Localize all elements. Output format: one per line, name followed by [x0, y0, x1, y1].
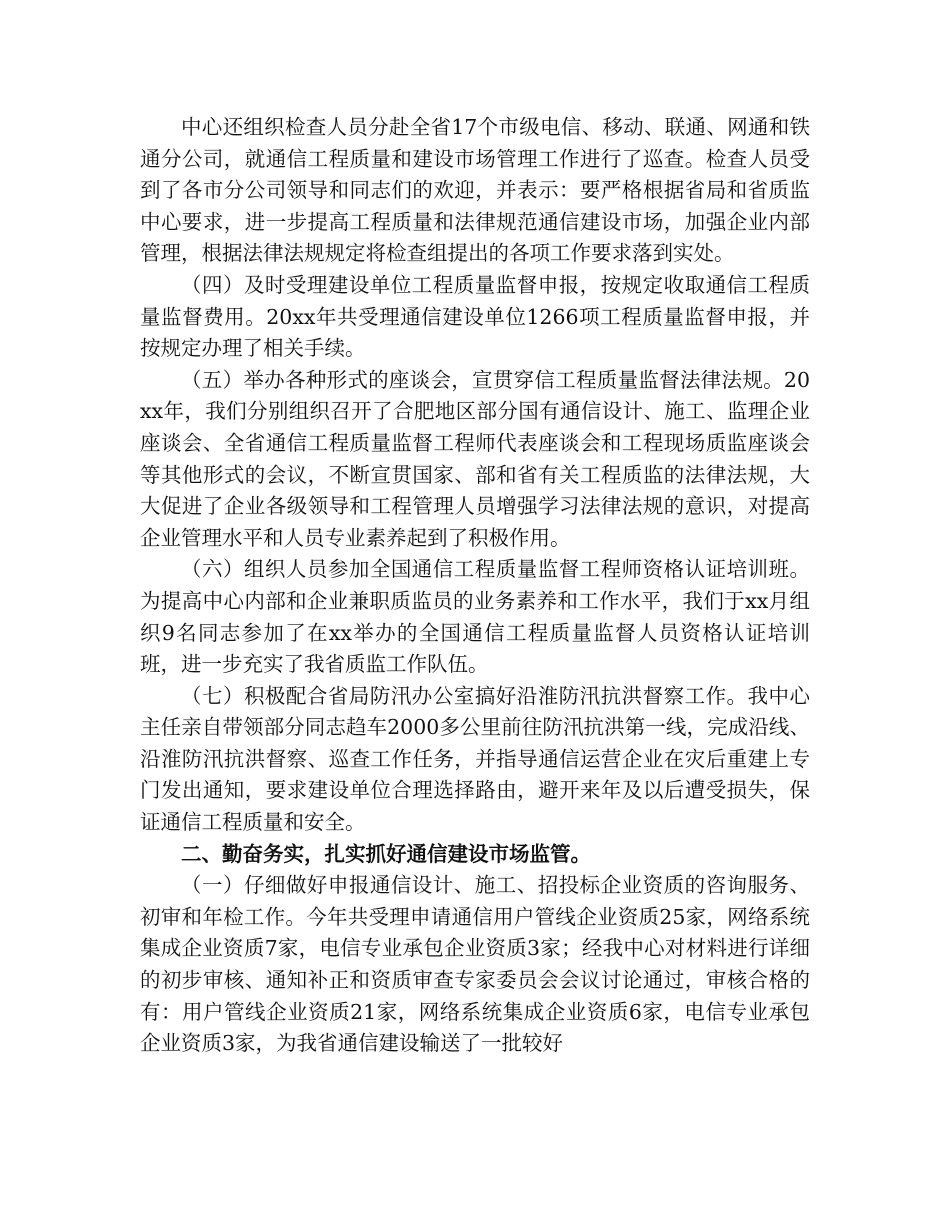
document-body	[140, 112, 810, 1060]
paragraph-item-seven: （七）积极配合省局防汛办公室搞好沿淮防汛抗洪督察工作。我中心主任亲自带领部分同志趋车2000多公里前往防汛抗洪第一线，完成沿线、沿淮防汛抗洪督察、巡查工作任务，并指导通信运营企业在灾后重建上专门发出通知，要求建设单位合理选择路由，避开来年及以后遭受损失，保证通信工程质量和安全。	[140, 683, 810, 835]
section-heading-two: 二、勤奋务实，扎实抓好通信建设市场监管。	[181, 841, 591, 866]
paragraph-inspection-tour: 中心还组织检查人员分赴全省17个市级电信、移动、联通、网通和铁通分公司，就通信工程质量和建设市场管理工作进行了巡查。检查人员受到了各市分公司领导和同志们的欢迎，并表示：要严格根据省局和省质监中心要求，进一步提高工程质量和法律规范通信建设市场，加强企业内部管理，根据法律法规规定将检查组提出的各项工作要求落到实处。	[140, 115, 810, 266]
paragraph-section-two-item-one: （一）仔细做好申报通信设计、施工、招投标企业资质的咨询服务、初审和年检工作。今年共受理申请通信用户管线企业资质25家，网络系统集成企业资质7家，电信专业承包企业资质3家；经我中心对材料进行详细的初步审核、通知补正和资质审查专家委员会会议讨论通过，审核合格的有：用户管线企业资质21家，网络系统集成企业资质6家，电信专业承包企业资质3家，为我省通信建设输送了一批较好	[140, 873, 810, 1056]
paragraph-item-six: （六）组织人员参加全国通信工程质量监督工程师资格认证培训班。为提高中心内部和企业兼职质监员的业务素养和工作水平，我们于xx月组织9名同志参加了在xx举办的全国通信工程质量监督人员资格认证培训班，进一步充实了我省质监工作队伍。	[140, 557, 810, 677]
paragraph-item-four: （四）及时受理建设单位工程质量监督申报，按规定收取通信工程质量监督费用。20xx年共受理通信建设单位1266项工程质量监督申报，并按规定办理了相关手续。	[140, 272, 810, 361]
paragraph-item-five: （五）举办各种形式的座谈会，宣贯穿信工程质量监督法律法规。20xx年，我们分别组织召开了合肥地区部分国有通信设计、施工、监理企业座谈会、全省通信工程质量监督工程师代表座谈会和工程现场质监座谈会等其他形式的会议，不断宣贯国家、部和省有关工程质监的法律法规，大大促进了企业各级领导和工程管理人员增强学习法律法规的意识，对提高企业管理水平和人员专业素养起到了积极作用。	[140, 367, 810, 550]
